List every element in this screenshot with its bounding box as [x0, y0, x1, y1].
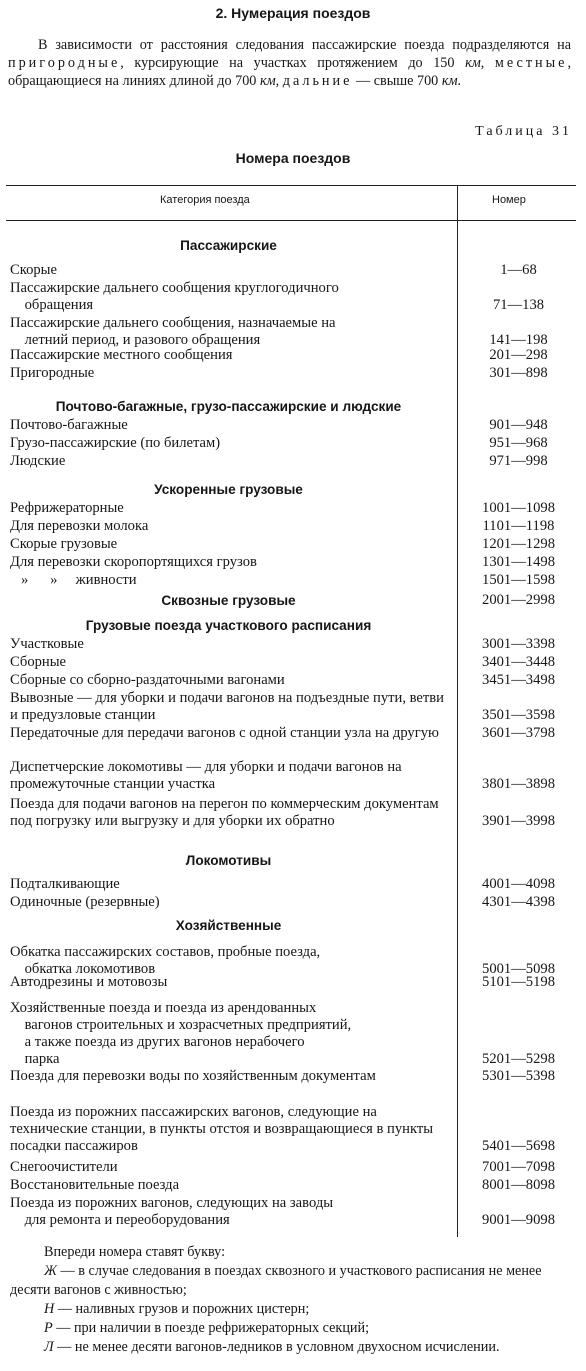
- group-heading: Ускоренные грузовые: [154, 482, 303, 497]
- column-header-number: Номер: [492, 194, 526, 206]
- category-cell: Хозяйственные поезда и поезда из арендованных вагонов строительных и хозрасчетных предприятий, а также поезда из других вагонов нерабочего парка: [10, 1000, 352, 1067]
- number-cell: 301—898: [489, 365, 548, 381]
- column-header-category: Категория поезда: [160, 194, 250, 206]
- note-text: — в случае следования в поездах сквозного и участкового расписания не менее десяти вагонов с живностью;: [10, 1263, 542, 1298]
- category-cell: Поезда из порожних вагонов, следующих на заводы для ремонта и переоборудования: [10, 1195, 334, 1228]
- unit-km: км: [441, 73, 458, 89]
- number-cell: 3001—3398: [482, 636, 555, 652]
- category-cell: Участковые: [10, 636, 84, 652]
- intro-text: В зависимости от расстояния следования пассажирские поезда подразделяются на: [38, 37, 571, 53]
- group-heading: Хозяйственные: [175, 918, 282, 933]
- number-cell: 1—68: [500, 262, 537, 278]
- note-text: — при наличии в поезде рефрижераторных секций;: [52, 1320, 370, 1336]
- notes-intro: Впереди номера ставят букву:: [44, 1244, 226, 1260]
- group-heading: Сквозные грузовые: [161, 593, 296, 608]
- number-cell: 1301—1498: [482, 554, 555, 570]
- number-cell: 8001—8098: [482, 1177, 555, 1193]
- number-cell: 5101—5198: [482, 974, 555, 990]
- category-cell: Подталкивающие: [10, 876, 120, 892]
- number-cell: 3501—3598: [482, 707, 555, 723]
- intro-text: , курсирующие на участках протяжением до 150: [120, 55, 466, 71]
- note-text: — наливных грузов и порожних цистерн;: [54, 1301, 310, 1317]
- number-cell: 3451—3498: [482, 672, 555, 688]
- category-cell: Диспетчерские локомотивы — для уборки и подачи вагонов на промежуточные станции участка: [10, 759, 406, 792]
- note-item: [10, 1338, 575, 1357]
- number-cell: 951—968: [489, 435, 548, 451]
- number-cell: 4301—4398: [482, 894, 555, 910]
- number-cell: 3401—3448: [482, 654, 555, 670]
- number-cell: 201—298: [489, 347, 548, 363]
- intro-text: .: [457, 73, 462, 89]
- category-cell: Вывозные — для уборки и подачи вагонов на подъездные пути, ветви и предузловые станции: [10, 690, 448, 723]
- category-cell: Поезда из порожних пассажирских вагонов, следующие на технические станции, в пункты отстоя и возвращающиеся в пункты посадки пассажиров: [10, 1104, 437, 1154]
- category-cell: Почтово-багажные: [10, 417, 128, 433]
- note-letter: Н: [44, 1301, 55, 1317]
- number-cell: 71—138: [492, 297, 545, 313]
- note-item: [10, 1262, 575, 1300]
- category-cell: Пассажирские дальнего сообщения, назначаемые на летний период, и разового обращения: [10, 315, 336, 348]
- category-cell: Для перевозки молока: [10, 518, 149, 534]
- number-cell: 1501—1598: [482, 572, 555, 588]
- group-heading: Почтово-багажные, грузо-пассажирские и людские: [55, 399, 402, 414]
- category-cell: Снегоочистители: [10, 1159, 118, 1175]
- number-cell: 1101—1198: [482, 518, 555, 534]
- intro-text: ,: [275, 73, 283, 89]
- category-cell: Поезда для перевозки воды по хозяйственным документам: [10, 1068, 376, 1084]
- category-cell: Сборные: [10, 654, 67, 670]
- number-cell: 7001—7098: [482, 1159, 555, 1175]
- note-item: [10, 1300, 575, 1319]
- number-cell: 901—948: [489, 417, 548, 433]
- number-cell: 3601—3798: [482, 725, 555, 741]
- number-cell: 5401—5698: [482, 1138, 555, 1154]
- category-cell: Сборные со сборно-раздаточными вагонами: [10, 672, 285, 688]
- note-letter: Ж: [44, 1263, 57, 1279]
- category-cell: » » живности: [10, 572, 137, 588]
- category-cell: Грузо-пассажирские (по билетам): [10, 435, 221, 451]
- number-cell: 3801—3898: [482, 776, 555, 792]
- category-cell: Одиночные (резервные): [10, 894, 160, 910]
- category-cell: Людские: [10, 453, 66, 469]
- number-cell: 5301—5398: [482, 1068, 555, 1084]
- intro-text: , обращающиеся на линиях длиной до 700: [8, 55, 572, 89]
- note-text: — не менее десяти вагонов-ледников в условном двухосном исчислении.: [53, 1339, 500, 1355]
- table-title: Номера поездов: [235, 150, 351, 166]
- intro-text: ,: [480, 55, 495, 71]
- category-cell: Пассажирские местного сообщения: [10, 347, 233, 363]
- category-cell: Пассажирские дальнего сообщения круглогодичного обращения: [10, 280, 339, 313]
- number-cell: 1001—1098: [482, 500, 555, 516]
- group-heading: Пассажирские: [180, 238, 277, 253]
- number-cell: 9001—9098: [482, 1212, 555, 1228]
- section-title: 2. Нумерация поездов: [215, 5, 371, 21]
- category-cell: Скорые: [10, 262, 57, 278]
- table-number: Таблица 31: [475, 124, 572, 139]
- category-cell: Скорые грузовые: [10, 536, 118, 552]
- number-cell: 3901—3998: [482, 813, 555, 829]
- number-cell: 971—998: [489, 453, 548, 469]
- intro-spaced-word: местные: [494, 55, 568, 71]
- category-cell: Автодрезины и мотовозы: [10, 974, 168, 990]
- number-cell: 4001—4098: [482, 876, 555, 892]
- intro-text: — свыше 700: [352, 73, 442, 89]
- category-cell: Поезда для подачи вагонов на перегон по коммерческим документам под погрузку или выгрузку и для уборки их обратно: [10, 796, 443, 829]
- category-cell: Обкатка пассажирских составов, пробные поезда, обкатка локомотивов: [10, 944, 321, 977]
- number-cell: 141—198: [489, 332, 548, 348]
- category-cell: Для перевозки скоропортящихся грузов: [10, 554, 257, 570]
- note-letter: Р: [44, 1320, 53, 1336]
- number-cell: 5201—5298: [482, 1051, 555, 1067]
- category-cell: Пригородные: [10, 365, 95, 381]
- unit-km: км: [465, 55, 481, 71]
- group-heading: Грузовые поезда участкового расписания: [85, 618, 372, 633]
- note-letter: Л: [44, 1339, 54, 1355]
- intro-spaced-word: дальние: [282, 73, 353, 89]
- number-cell: 5001—5098: [482, 961, 555, 977]
- group-heading: Локомотивы: [185, 853, 272, 868]
- number-cell: 2001—2998: [482, 592, 555, 608]
- notes: [10, 1243, 575, 1357]
- intro-spaced-word: пригородные: [8, 55, 121, 71]
- unit-km: км: [259, 73, 276, 89]
- category-cell: Рефрижераторные: [10, 500, 124, 516]
- category-cell: Восстановительные поезда: [10, 1177, 180, 1193]
- number-cell: 1201—1298: [482, 536, 555, 552]
- category-cell: Передаточные для передачи вагонов с одной станции узла на другую: [10, 725, 439, 741]
- note-item: [10, 1319, 575, 1338]
